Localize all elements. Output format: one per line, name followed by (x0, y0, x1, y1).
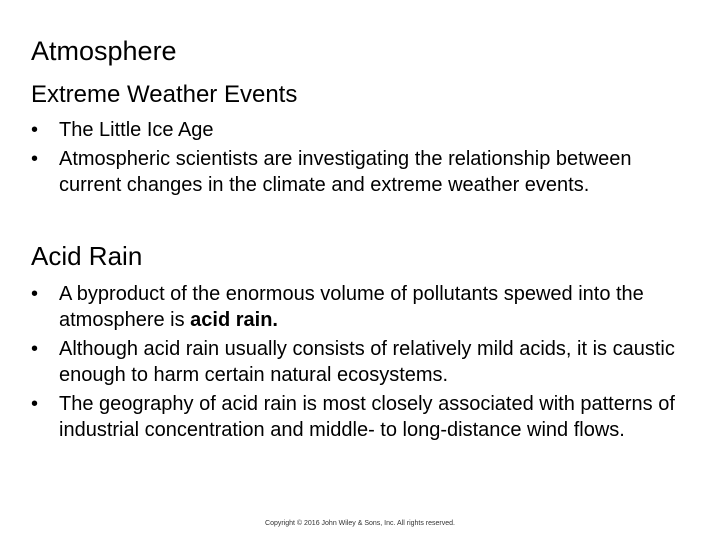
bullet-icon: • (31, 119, 39, 141)
bullet-item (0, 117, 690, 143)
slide-subtitle: Extreme Weather Events (31, 81, 298, 108)
copyright-footer: Copyright © 2016 John Wiley & Sons, Inc. All rights reserved. (265, 520, 455, 527)
bullet-list-acid-rain (0, 281, 690, 446)
bullet-item (0, 336, 690, 388)
bullet-icon: • (31, 283, 39, 305)
bullet-item (0, 281, 690, 333)
bullet-icon: • (31, 148, 39, 170)
bullet-icon: • (31, 338, 39, 360)
bullet-text-bold: acid rain. (190, 309, 278, 331)
bullet-text: Atmospheric scientists are investigating the relationship between current changes in the climate and extreme weather events. (59, 148, 632, 196)
bullet-text: The Little Ice Age (59, 119, 214, 141)
slide-title: Atmosphere (31, 36, 177, 66)
bullet-item (0, 391, 690, 443)
bullet-text: Although acid rain usually consists of relatively mild acids, it is caustic enough to harm certain natural ecosystems. (59, 338, 675, 386)
section-heading-acid-rain: Acid Rain (31, 241, 143, 271)
bullet-list-extreme-weather (0, 117, 690, 201)
bullet-text: A byproduct of the enormous volume of pollutants spewed into the atmosphere is (59, 283, 644, 331)
bullet-text: The geography of acid rain is most closely associated with patterns of industrial concentration and middle- to long-distance wind flows. (59, 393, 675, 441)
bullet-icon: • (31, 393, 39, 415)
bullet-item (0, 146, 690, 198)
